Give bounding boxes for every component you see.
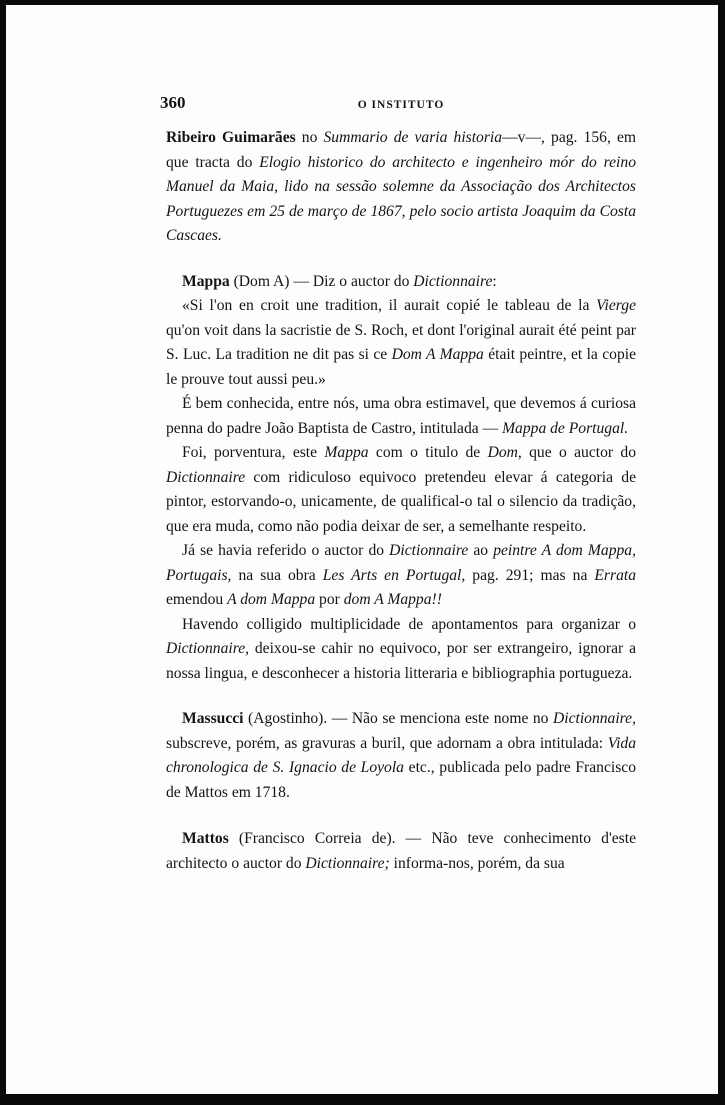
- page-number: 360: [160, 93, 186, 112]
- paragraph-quote: «Si l'on en croit une tradition, il aurait copié le tableau de la Vierge qu'on voit dans la sacristie de S. Roch, et dont l'original aurait été peint par S. Luc. La tradition ne dit pas si ce Dom A Mappa était peintre, et la copie le prouve tout aussi peu.»: [166, 297, 636, 388]
- paragraph-havendo: Havendo colligido multiplicidade de apontamentos para organizar o Dictionnaire, deixou-se cahir no equivoco, por ser extrangeiro, ignorar a nossa lingua, e desconhecer a historia litteraria e bibliographia portugueza.: [166, 615, 636, 682]
- page-content: [160, 91, 636, 876]
- paragraph-ribeiro: Ribeiro Guimarães no Summario de varia historia—v—, pag. 156, em que tracta do Elogio historico do architecto e ingenheiro mór do reino Manuel da Maia, lido na sessão solemne da Associação dos Architectos Portuguezes em 25 de março de 1867, pelo socio artista Joaquim da Costa Cascaes.: [166, 129, 636, 244]
- entry-name-mappa: Mappa: [182, 272, 230, 290]
- entry-name-mattos: Mattos: [182, 830, 229, 847]
- entry-name-massucci: Massucci: [182, 710, 244, 727]
- paragraph-mattos: Mattos (Francisco Correia de). — Não teve conhecimento d'este architecto o auctor do Dictionnaire; informa-nos, porém, da sua: [166, 830, 636, 872]
- book-page: [6, 5, 718, 1094]
- running-title: O INSTITUTO: [357, 99, 445, 111]
- spacer: [166, 249, 636, 270]
- entry-name-ribeiro: Ribeiro Guimarães: [166, 129, 296, 146]
- paragraph-e-bem-conhecida: É bem conhecida, entre nós, uma obra estimavel, que devemos á curiosa penna do padre João Baptista de Castro, intitulada — Mappa de Portugal.: [166, 395, 636, 437]
- paragraph-mappa-heading: Mappa (Dom A) — Diz o auctor do Dictionnaire:: [182, 272, 497, 290]
- spacer: [166, 686, 636, 707]
- page-header: [160, 91, 636, 113]
- spacer: [166, 805, 636, 827]
- paragraph-massucci: Massucci (Agostinho). — Não se menciona este nome no Dictionnaire, subscreve, porém, as gravuras a buril, que adornam a obra intitulada: Vida chronologica de S. Ignacio de Loyola etc., publicada pelo padre Francisco de Mattos em 1718.: [166, 710, 636, 801]
- paragraph-foi-porventura: Foi, porventura, este Mappa com o titulo de Dom, que o auctor do Dictionnaire com ridiculoso equivoco pretendeu elevar á categoria de pintor, estorvando-o, unicamente, de qualifical-o tal o silencio da tradição, que era muda, como não podia deixar de ser, a semelhante respeito.: [166, 444, 636, 535]
- paragraph-ja-se-havia: Já se havia referido o auctor do Dictionnaire ao peintre A dom Mappa, Portugais, na sua obra Les Arts en Portugal, pag. 291; mas na Errata emendou A dom Mappa por dom A Mappa!!: [166, 542, 636, 608]
